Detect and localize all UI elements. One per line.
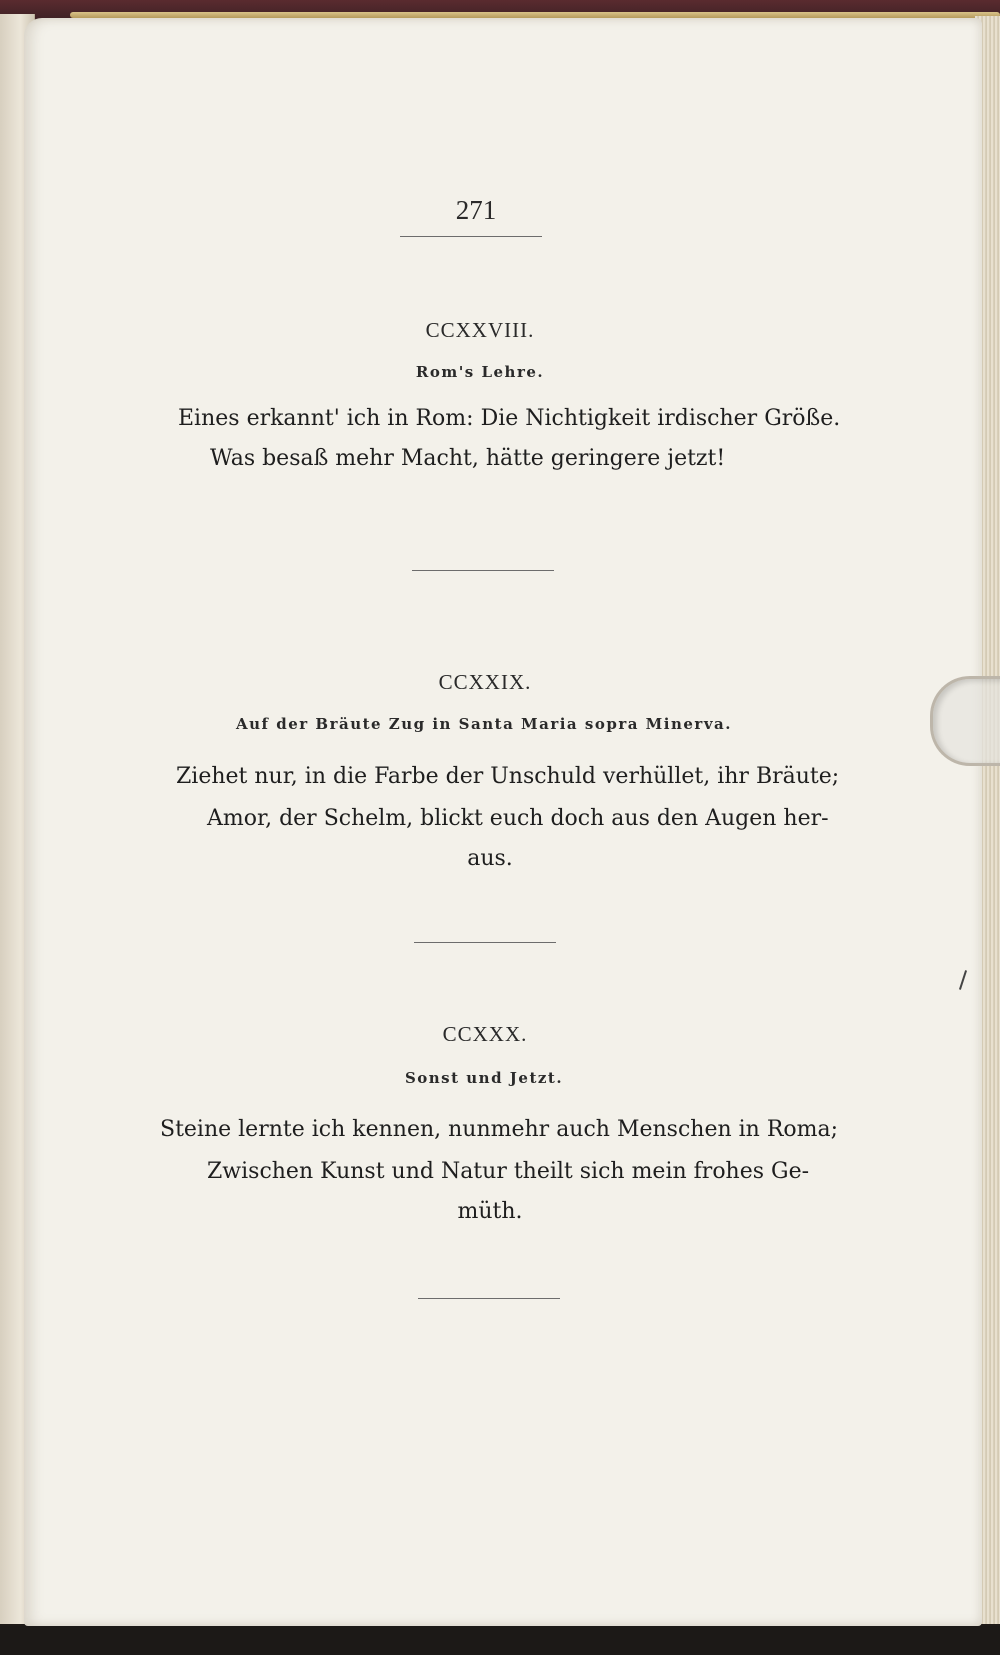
section-rule (418, 1298, 560, 1299)
verse-line: müth. (457, 1199, 523, 1224)
verse-line: Steine lernte ich kennen, nunmehr auch Menschen in Roma; (160, 1117, 839, 1142)
background-surface (0, 1626, 1000, 1655)
page-number: 271 (455, 195, 497, 225)
verse-line: Eines erkannt' ich in Rom: Die Nichtigkeit irdischer Größe. (178, 406, 841, 431)
header-rule (400, 236, 542, 237)
section-rule (414, 942, 556, 943)
verse-line: Ziehet nur, in die Farbe der Unschuld verhüllet, ihr Bräute; (176, 764, 840, 789)
page-clip (930, 676, 1000, 766)
poem-numeral: CCXXVIII. (425, 318, 535, 342)
section-rule (412, 570, 554, 571)
verse-line: Amor, der Schelm, blickt euch doch aus den Augen her- (207, 806, 829, 831)
poem-numeral: CCXXIX. (438, 670, 532, 694)
verse-line: Was besaß mehr Macht, hätte geringere jetzt! (210, 446, 726, 471)
verse-line: Zwischen Kunst und Natur theilt sich mein frohes Ge- (207, 1159, 810, 1184)
poem-title: Rom's Lehre. (415, 363, 545, 381)
verse-line: aus. (467, 846, 513, 871)
poem-numeral: CCXXX. (442, 1022, 528, 1046)
poem-title: Sonst und Jetzt. (404, 1069, 564, 1087)
poem-title: Auf der Bräute Zug in Santa Maria sopra Minerva. (236, 715, 732, 733)
